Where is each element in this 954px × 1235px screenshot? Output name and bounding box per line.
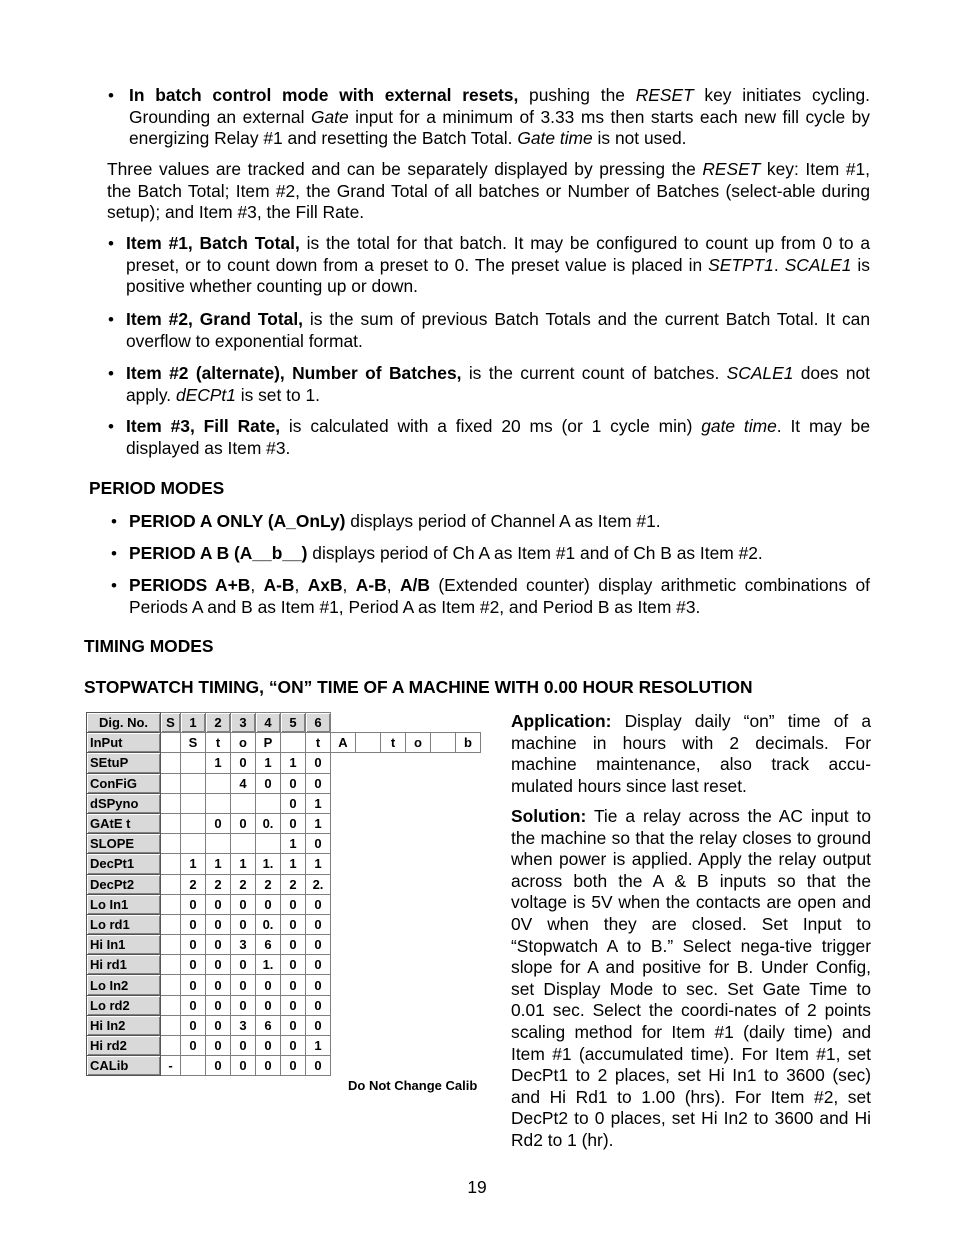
table-cell: [161, 914, 181, 934]
table-cell: 2.: [306, 874, 331, 894]
table-cell: 0: [206, 975, 231, 995]
table-cell: [161, 995, 181, 1015]
row-label: DecPt2: [87, 874, 161, 894]
header-dig-no: Dig. No.: [87, 713, 161, 733]
table-cell: [181, 813, 206, 833]
table-cell: [206, 793, 231, 813]
setup-table: [86, 712, 481, 1076]
row-label: SLOPE: [87, 834, 161, 854]
bullet-icon: •: [111, 544, 117, 563]
table-cell: [161, 1036, 181, 1056]
table-cell: [161, 733, 181, 753]
table-cell: 0: [181, 995, 206, 1015]
table-cell: 0: [231, 894, 256, 914]
table-cell: [161, 935, 181, 955]
table-cell: 0: [181, 1015, 206, 1035]
table-cell: 0: [231, 975, 256, 995]
table-body: [87, 753, 481, 1076]
table-row-input: [87, 733, 481, 753]
calib-note: Do Not Change Calib: [348, 1078, 478, 1093]
table-cell: 2: [181, 874, 206, 894]
table-cell: 0: [206, 1015, 231, 1035]
table-cell: 0: [281, 894, 306, 914]
row-label: Lo rd2: [87, 995, 161, 1015]
table-cell: 0: [306, 995, 331, 1015]
table-cell: 0: [181, 955, 206, 975]
table-cell: [161, 773, 181, 793]
table-cell: S: [181, 733, 206, 753]
table-cell: [161, 894, 181, 914]
header-s: S: [161, 713, 181, 733]
table-cell: 0: [256, 773, 281, 793]
table-cell: 0: [281, 955, 306, 975]
batch-control-text: In batch control mode with external resets, pushing the RESET key initiates cycling. Grounding an external Gate input for a minimum of 3.33 ms then starts each new fill cycle by energizing Relay #1 and resetting the Batch Total. Gate time is not used.: [129, 85, 870, 149]
table-cell: 0: [306, 773, 331, 793]
table-row: [87, 854, 481, 874]
table-cell: 0.: [256, 914, 281, 934]
table-cell: 1: [281, 753, 306, 773]
table-row: [87, 975, 481, 995]
table-cell: [161, 1015, 181, 1035]
row-label: Lo In2: [87, 975, 161, 995]
table-row: [87, 753, 481, 773]
row-label: Lo rd1: [87, 914, 161, 934]
table-cell: 2: [231, 874, 256, 894]
table-cell: [231, 834, 256, 854]
table-row: [87, 894, 481, 914]
table-cell: 4: [231, 773, 256, 793]
table-cell: 0: [281, 935, 306, 955]
table-cell: 1: [306, 813, 331, 833]
bullet-icon: •: [108, 234, 114, 253]
table-cell: 0: [231, 1056, 256, 1076]
table-cell: 0: [306, 955, 331, 975]
bullet-icon: •: [111, 576, 117, 595]
table-cell: [181, 1056, 206, 1076]
table-cell: b: [456, 733, 481, 753]
table-cell: 0: [206, 955, 231, 975]
table-cell: 0: [306, 894, 331, 914]
table-cell: t: [206, 733, 231, 753]
tracked-values-paragraph: Three values are tracked and can be separately displayed by pressing the RESET key: Item #1, the Batch Total; Item #2, the Grand Total of all batches or Number of Batches (select-able during setup); and Item #3, the Fill Rate.: [107, 159, 870, 223]
table-cell: [161, 854, 181, 874]
table-cell: [256, 834, 281, 854]
table-cell: 0: [231, 995, 256, 1015]
table-cell: [161, 874, 181, 894]
row-label: CALib: [87, 1056, 161, 1076]
table-cell: [181, 834, 206, 854]
table-row: [87, 995, 481, 1015]
table-cell: [281, 733, 306, 753]
table-cell: 6: [256, 1015, 281, 1035]
table-cell: [161, 813, 181, 833]
header-3: 3: [231, 713, 256, 733]
row-label: Hi rd1: [87, 955, 161, 975]
table-cell: 1: [206, 854, 231, 874]
table-cell: [206, 773, 231, 793]
bullet-icon: •: [111, 512, 117, 531]
table-row: [87, 1056, 481, 1076]
row-label: Hi In1: [87, 935, 161, 955]
table-cell: 0: [306, 935, 331, 955]
row-label: Hi In2: [87, 1015, 161, 1035]
table-cell: 1: [281, 854, 306, 874]
row-label: dSPyno: [87, 793, 161, 813]
table-cell: 0: [281, 793, 306, 813]
table-row: [87, 1015, 481, 1035]
table-cell: 0: [231, 753, 256, 773]
bullet-icon: •: [108, 417, 114, 436]
table-cell: 0: [306, 1015, 331, 1035]
table-cell: A: [331, 733, 356, 753]
table-cell: 1: [206, 753, 231, 773]
table-row: [87, 955, 481, 975]
bullet-icon: •: [108, 364, 114, 383]
table-cell: 0: [206, 1056, 231, 1076]
table-cell: [161, 753, 181, 773]
table-cell: o: [231, 733, 256, 753]
table-cell: [161, 793, 181, 813]
table-cell: 0: [231, 1036, 256, 1056]
timing-modes-heading: TIMING MODES: [84, 636, 214, 656]
table-row: [87, 1036, 481, 1056]
table-cell: 2: [256, 874, 281, 894]
table-cell: 0: [256, 1036, 281, 1056]
table-cell: 0: [256, 894, 281, 914]
table-cell: [161, 955, 181, 975]
bullet-icon: •: [108, 86, 114, 105]
table-cell: 0: [206, 894, 231, 914]
stopwatch-heading: STOPWATCH TIMING, “ON” TIME OF A MACHINE WITH 0.00 HOUR RESOLUTION: [84, 677, 753, 697]
table-cell: 0: [256, 975, 281, 995]
table-cell: 0: [281, 1015, 306, 1035]
row-label: InPut: [87, 733, 161, 753]
table-cell: 0: [206, 914, 231, 934]
table-cell: 0: [281, 995, 306, 1015]
table-cell: [181, 773, 206, 793]
table-cell: [161, 834, 181, 854]
table-cell: 3: [231, 1015, 256, 1035]
table-cell: 0: [231, 955, 256, 975]
table-cell: 0: [181, 1036, 206, 1056]
table-cell: [256, 793, 281, 813]
table-cell: t: [306, 733, 331, 753]
row-label: Lo In1: [87, 894, 161, 914]
row-label: GAtE t: [87, 813, 161, 833]
table-cell: 0: [206, 935, 231, 955]
table-cell: 0: [306, 1056, 331, 1076]
table-cell: 0: [181, 914, 206, 934]
table-cell: 0: [256, 1056, 281, 1076]
table-cell: 0: [306, 753, 331, 773]
table-cell: 3: [231, 935, 256, 955]
table-row: [87, 813, 481, 833]
table-cell: 0: [206, 813, 231, 833]
table-cell: 1: [281, 834, 306, 854]
table-cell: -: [161, 1056, 181, 1076]
table-row: [87, 773, 481, 793]
table-cell: 0: [181, 894, 206, 914]
table-cell: P: [256, 733, 281, 753]
row-label: Hi rd2: [87, 1036, 161, 1056]
table-row: [87, 793, 481, 813]
table-cell: 0.: [256, 813, 281, 833]
table-cell: [161, 975, 181, 995]
table-cell: [231, 793, 256, 813]
table-cell: 1: [181, 854, 206, 874]
table-row: [87, 834, 481, 854]
table-cell: 1: [306, 1036, 331, 1056]
table-cell: [356, 733, 381, 753]
row-label: SEtuP: [87, 753, 161, 773]
table-cell: o: [406, 733, 431, 753]
row-label: DecPt1: [87, 854, 161, 874]
table-row: [87, 874, 481, 894]
header-1: 1: [181, 713, 206, 733]
table-cell: [206, 834, 231, 854]
table-cell: 1: [231, 854, 256, 874]
table-cell: 1: [256, 753, 281, 773]
table-cell: 0: [281, 914, 306, 934]
table-cell: 0: [231, 914, 256, 934]
solution-paragraph: Solution: Tie a relay across the AC input to the machine so that the relay closes to ground when power is applied. Apply the relay output across both the A & B inputs so that the voltage is 5V when the contacts are open and 0V when they are closed. Set Input to “Stopwatch A to B.” Select nega-tive trigger slope for A and positive for B. Under Config, set Display Mode to sec. Set Gate Time to 0.01 sec. Select the coordi-nates of 2 points scaling method for Item #1 (daily time) and Item #1 (accumulated time). For Item #1, set DecPt1 to 2 places, set Hi In1 to 3600 (sec) and Hi Rd1 to 1.00 (hrs). For Item #2, set DecPt2 to 0 places, set Hi In2 to 3600 and Hi Rd2 to 1 (hr).: [511, 806, 871, 1150]
table-cell: 0: [306, 975, 331, 995]
header-4: 4: [256, 713, 281, 733]
table-header-row: [87, 713, 481, 733]
table-cell: 1.: [256, 955, 281, 975]
table-cell: [181, 753, 206, 773]
table-cell: 0: [206, 995, 231, 1015]
table-cell: 6: [256, 935, 281, 955]
table-cell: 0: [281, 773, 306, 793]
table-cell: 1: [306, 793, 331, 813]
table-cell: 0: [281, 813, 306, 833]
row-label: ConFiG: [87, 773, 161, 793]
bullet-icon: •: [108, 310, 114, 329]
table-cell: 0: [206, 1036, 231, 1056]
table-cell: 0: [231, 813, 256, 833]
table-cell: [431, 733, 456, 753]
table-cell: 0: [256, 995, 281, 1015]
table-cell: 0: [181, 975, 206, 995]
table-cell: 1.: [256, 854, 281, 874]
table-cell: 0: [306, 834, 331, 854]
period-modes-heading: PERIOD MODES: [89, 478, 225, 498]
table-cell: 0: [281, 1056, 306, 1076]
header-2: 2: [206, 713, 231, 733]
application-paragraph: Application: Display daily “on” time of a machine in hours with 2 decimals. For machine maintenance, also track accu-mulated hours since last reset.: [511, 711, 871, 796]
table-cell: 2: [206, 874, 231, 894]
table-row: [87, 935, 481, 955]
table-cell: 2: [281, 874, 306, 894]
table-cell: 1: [306, 854, 331, 874]
table-cell: 0: [281, 1036, 306, 1056]
table-cell: 0: [306, 914, 331, 934]
table-cell: 0: [281, 975, 306, 995]
table-cell: t: [381, 733, 406, 753]
header-6: 6: [306, 713, 331, 733]
table-row: [87, 914, 481, 934]
table-cell: [181, 793, 206, 813]
table-cell: 0: [181, 935, 206, 955]
header-5: 5: [281, 713, 306, 733]
page-number: 19: [467, 1177, 487, 1197]
